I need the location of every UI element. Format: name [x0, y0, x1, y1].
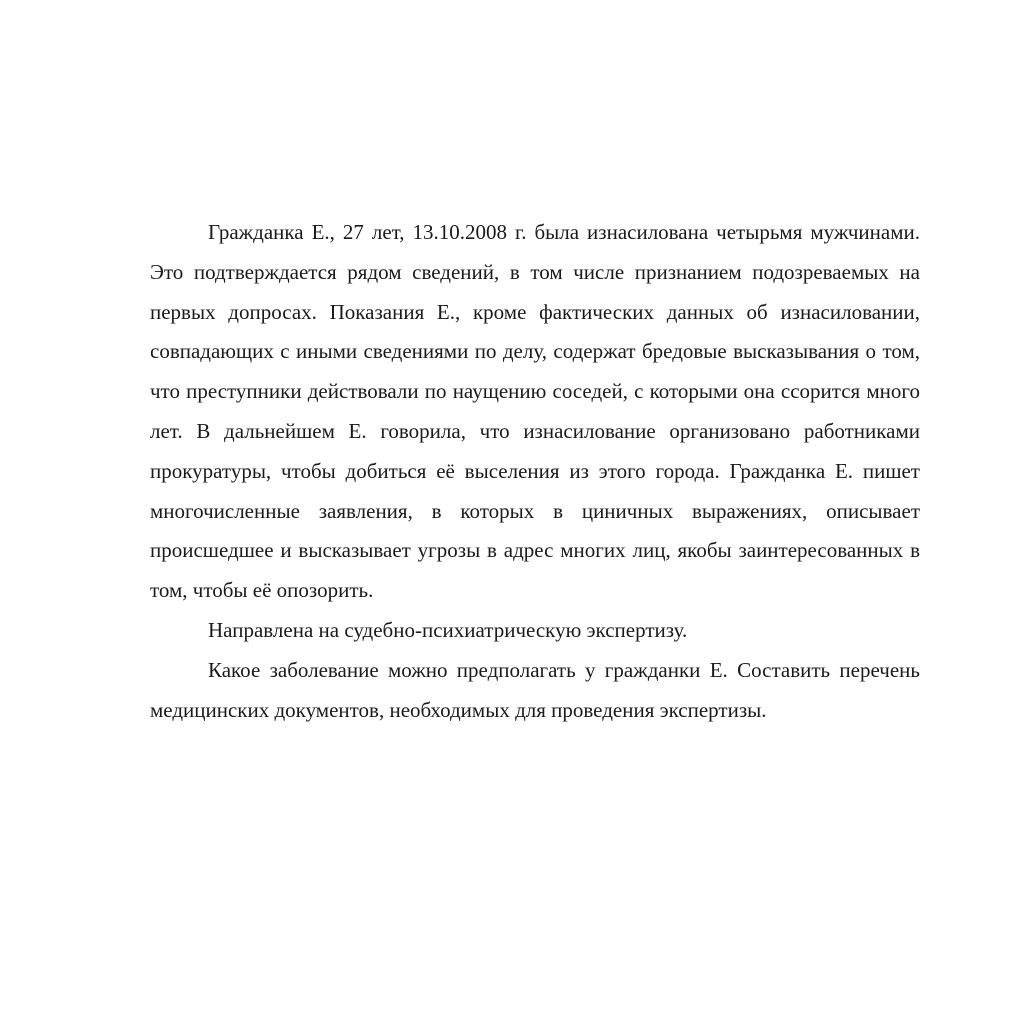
paragraph-case-description: Гражданка Е., 27 лет, 13.10.2008 г. была изнасилована четырьмя мужчинами. Это подтверждается рядом сведений, в том числе признанием подозреваемых на первых допросах. Показания Е., кроме фактических данных об изнасиловании, совпадающих с иными сведениями по делу, содержат бредовые высказывания о том, что преступники действовали по наущению соседей, с которыми она ссорится много лет. В дальнейшем Е. говорила, что изнасилование организовано работниками прокуратуры, чтобы добиться её выселения из этого города. Гражданка Е. пишет многочисленные заявления, в которых в циничных выражениях, описывает происшедшее и высказывает угрозы в адрес многих лиц, якобы заинтересованных в том, чтобы её опозорить.	[150, 220, 920, 603]
paragraph-referral: Направлена на судебно-психиатрическую экспертизу.	[208, 617, 688, 642]
paragraph-task: Какое заболевание можно предполагать у гражданки Е. Составить перечень медицинских документов, необходимых для проведения экспертизы.	[150, 657, 920, 722]
document-body	[150, 213, 920, 730]
